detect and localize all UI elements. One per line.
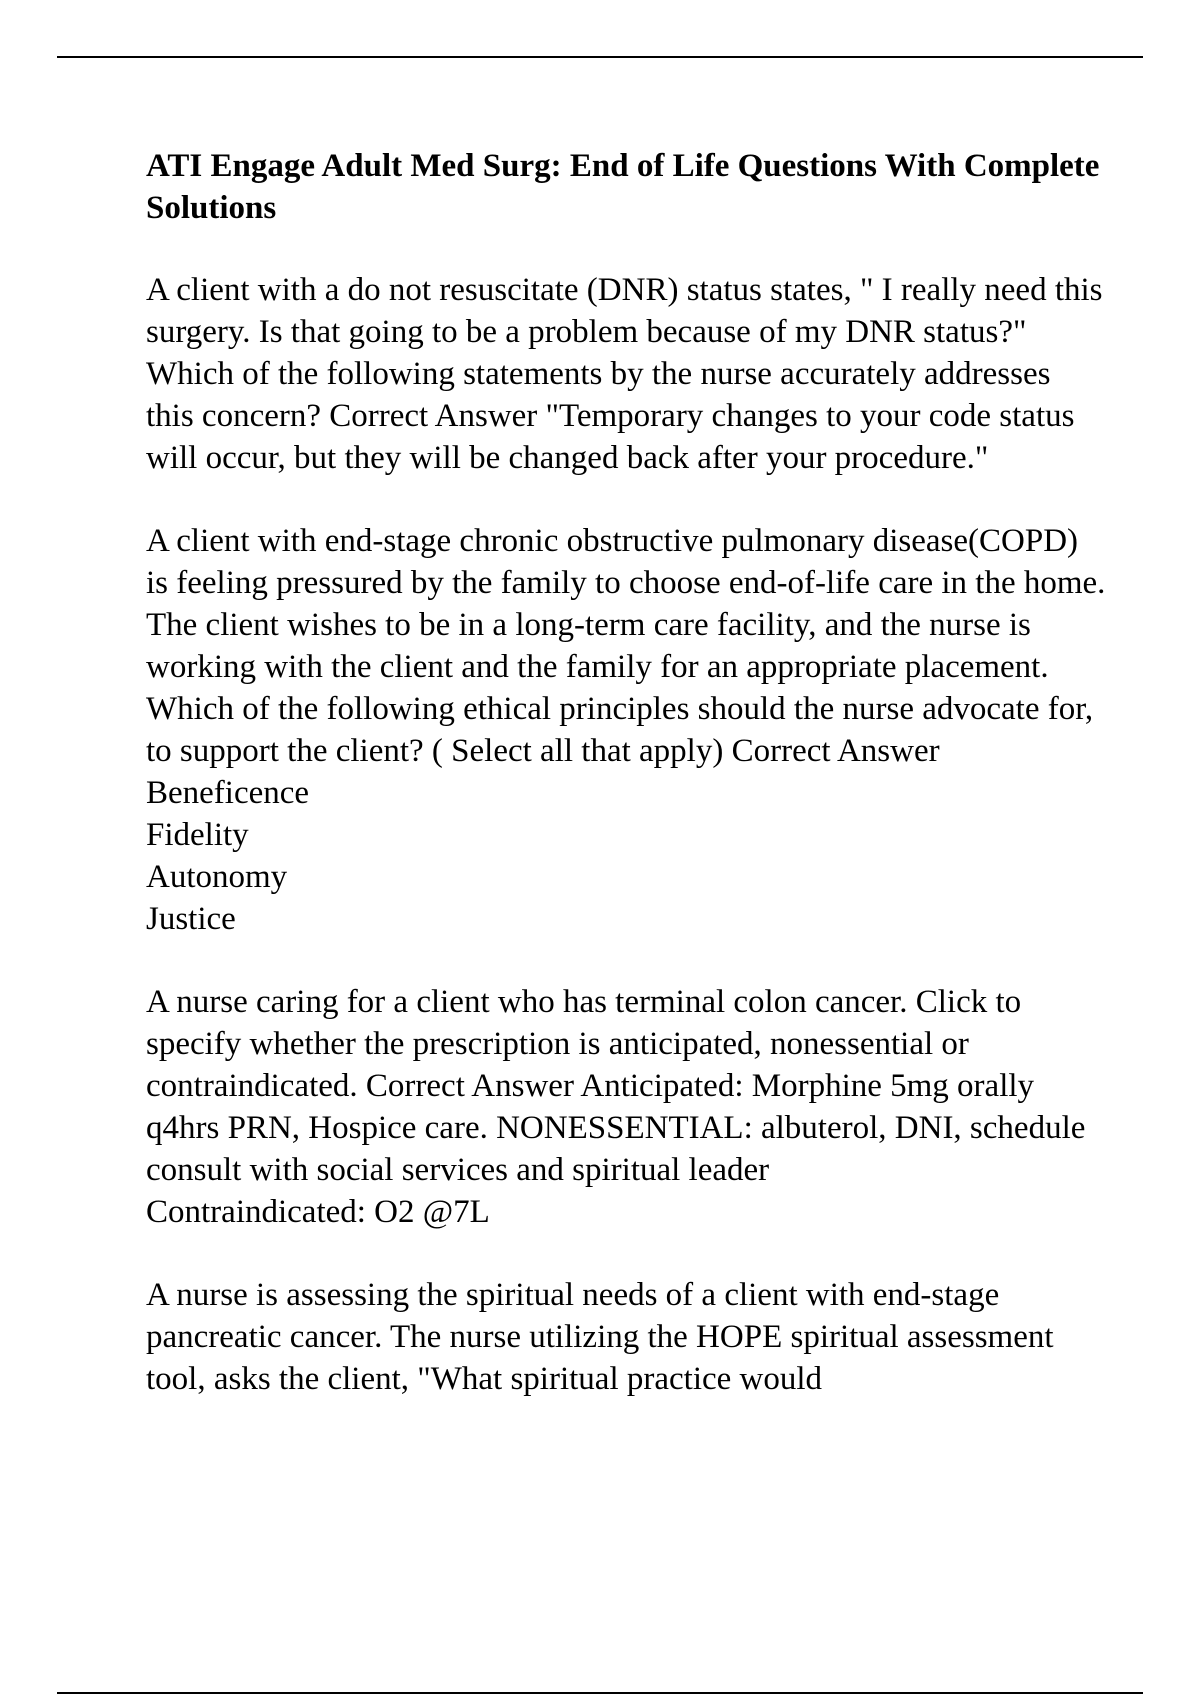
question-block-1	[146, 269, 1106, 479]
answer-label: Correct Answer	[329, 398, 538, 434]
header-rule	[57, 56, 1143, 58]
answer-text: "Temporary changes to your code status will occur, but they will be changed back after your procedure."	[146, 398, 1075, 476]
document-title: ATI Engage Adult Med Surg: End of Life Questions With Complete Solutions	[146, 148, 1100, 226]
answer-text: Anticipated: Morphine 5mg orally q4hrs PRN, Hospice care. NONESSENTIAL: albuterol, DNI, schedule consult with social services and spiritual leader Contraindicated: O2 @7L	[146, 1068, 1086, 1230]
question-text: A client with a do not resuscitate (DNR) status states, " I really need this surgery. Is that going to be a problem because of my DNR status?" Which of the following statements by the nurse accurately addresses this concern?	[146, 272, 1103, 434]
answer-text: Beneficence Fidelity Autonomy Justice	[146, 775, 310, 937]
question-block-3	[146, 981, 1106, 1233]
question-block-2	[146, 520, 1106, 940]
question-block-4	[146, 1274, 1106, 1400]
footer-rule	[57, 1692, 1143, 1694]
question-text: A nurse caring for a client who has terminal colon cancer. Click to specify whether the prescription is anticipated, nonessential or contraindicated.	[146, 984, 1022, 1104]
answer-label: Correct Answer	[731, 733, 940, 769]
document-body	[146, 145, 1106, 1441]
question-text: A nurse is assessing the spiritual needs of a client with end-stage pancreatic cancer. The nurse utilizing the HOPE spiritual assessment tool, asks the client, "What spiritual practice would	[146, 1277, 1054, 1397]
question-text: A client with end-stage chronic obstructive pulmonary disease(COPD) is feeling pressured by the family to choose end-of-life care in the home. The client wishes to be in a long-term care facility, and the nurse is working with the client and the family for an appropriate placement. Which of the following ethical principles should the nurse advocate for, to support the client? ( Select all that apply)	[146, 523, 1106, 769]
answer-label: Correct Answer	[365, 1068, 574, 1104]
